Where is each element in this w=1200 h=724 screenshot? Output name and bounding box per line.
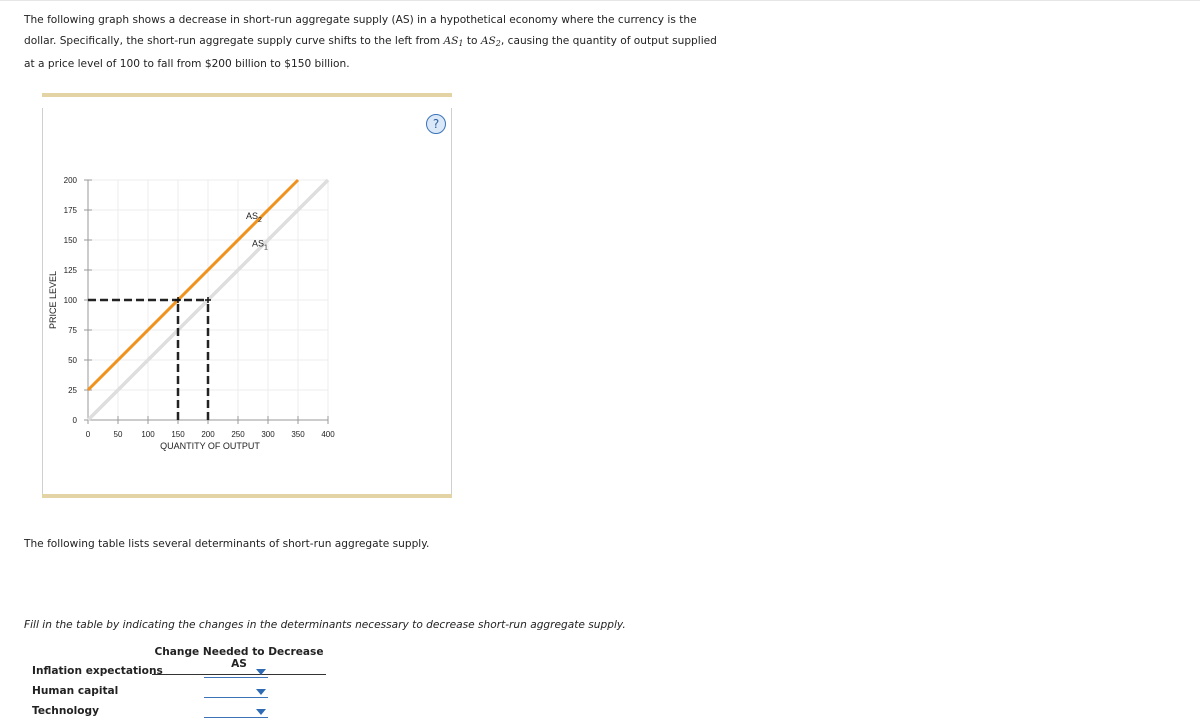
- intro-text-3: , causing the quantity of output supplied at a price level of 100 to fall from $200 billion to $150 billion.: [24, 35, 717, 70]
- x-tick-label: 150: [171, 430, 185, 439]
- x-tick-label: 300: [261, 430, 275, 439]
- y-tick-label: 75: [68, 326, 77, 335]
- x-tick-label: 50: [113, 430, 123, 439]
- top-divider: [0, 0, 1200, 1]
- human-capital-dropdown[interactable]: [204, 685, 268, 698]
- intro-text-1: The following graph shows a decrease in short-run aggregate supply (AS) in a hypothetical economy where the currency is the dollar. Specifically, the short-run aggregate supply curve shifts to the left from: [24, 14, 697, 47]
- row-label-technology: Technology: [32, 705, 100, 717]
- y-tick-label: 0: [72, 416, 77, 425]
- x-axis-title: QUANTITY OF OUTPUT: [160, 441, 260, 451]
- series-line-as2: [88, 180, 298, 390]
- graph-top-border: [42, 93, 452, 97]
- help-icon[interactable]: ?: [426, 114, 446, 134]
- y-axis-title: PRICE LEVEL: [48, 270, 58, 330]
- y-tick-label: 150: [63, 236, 77, 245]
- row-label-human-capital: Human capital: [32, 685, 119, 697]
- y-tick-label: 175: [63, 206, 77, 215]
- intro-text-2: to: [463, 35, 481, 47]
- table-intro: The following table lists several determinants of short-run aggregate supply.: [24, 538, 430, 550]
- x-tick-label: 200: [201, 430, 215, 439]
- as2-term: $AS_2$: [480, 35, 501, 48]
- column-header: Change Needed to Decrease AS: [152, 646, 326, 675]
- y-tick-label: 25: [68, 386, 77, 395]
- technology-dropdown[interactable]: [204, 705, 268, 718]
- aggregate-supply-graph: [43, 150, 448, 460]
- series-label-as2: $AS_2$: [246, 211, 262, 224]
- series-label-as1: $AS_1$: [252, 238, 268, 252]
- chevron-down-icon: [256, 709, 266, 715]
- table-instruction: Fill in the table by indicating the changes in the determinants necessary to decrease short-run aggregate supply.: [24, 619, 626, 631]
- as1-term: $AS_1$: [443, 35, 464, 48]
- x-tick-label: 350: [291, 430, 305, 439]
- x-tick-label: 250: [231, 430, 245, 439]
- x-tick-label: 400: [321, 430, 335, 439]
- question-intro: [24, 10, 724, 75]
- x-tick-label: 100: [141, 430, 155, 439]
- y-tick-label: 50: [68, 356, 77, 365]
- chevron-down-icon: [256, 669, 266, 675]
- y-tick-label: 200: [63, 176, 77, 185]
- y-tick-label: 100: [63, 296, 77, 305]
- row-label-inflation-expectations: Inflation expectations: [32, 665, 163, 677]
- inflation-expectations-dropdown[interactable]: [204, 665, 268, 678]
- x-tick-label: 0: [85, 430, 91, 439]
- y-tick-label: 125: [63, 266, 77, 275]
- chevron-down-icon: [256, 689, 266, 695]
- graph-bottom-border: [42, 494, 452, 498]
